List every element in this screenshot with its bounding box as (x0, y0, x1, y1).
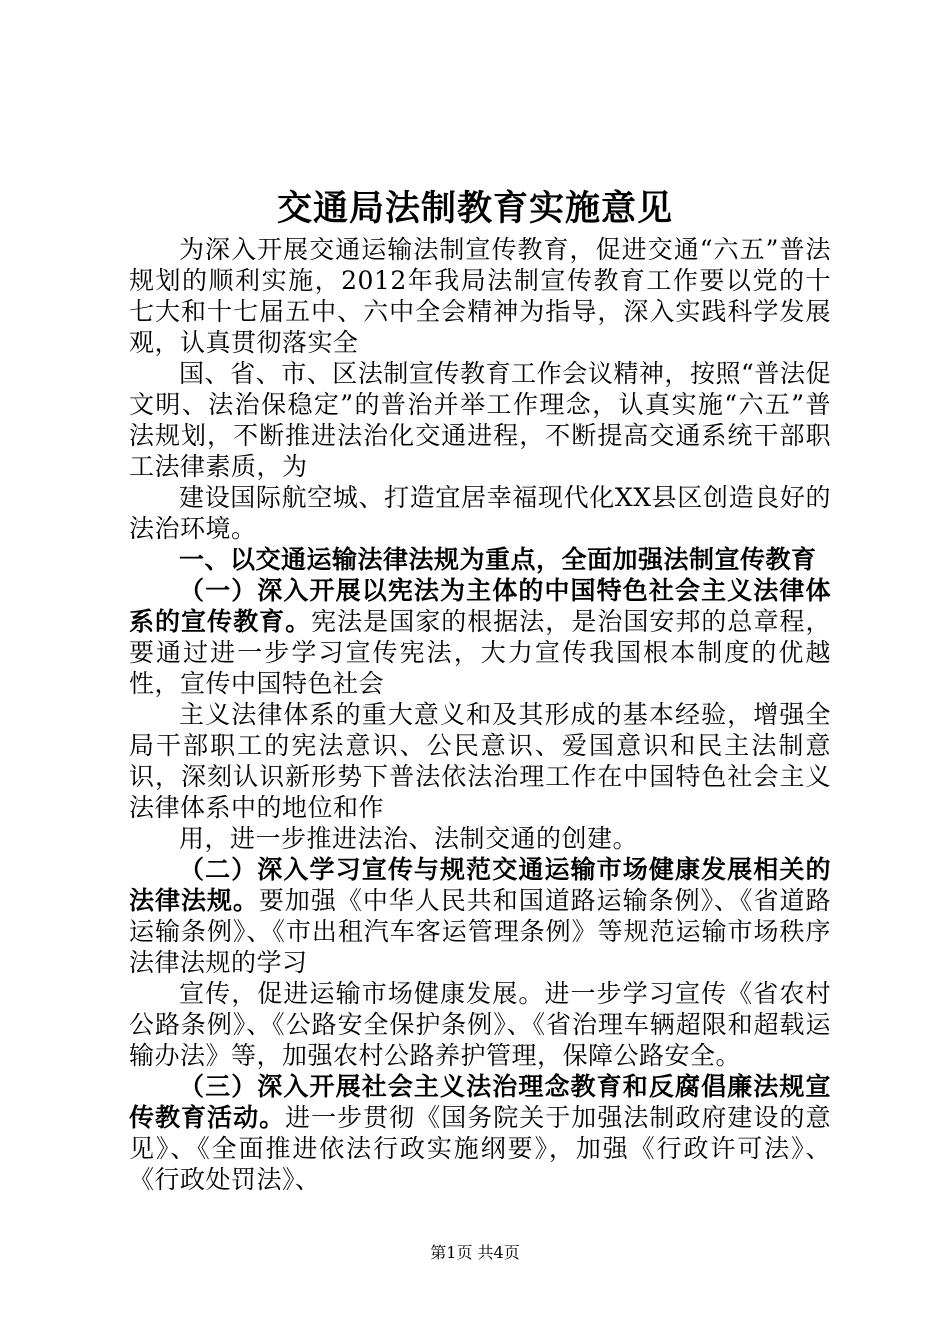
section-heading-1: 一、以交通运输法律法规为重点，全面加强法制宣传教育 (179, 545, 817, 574)
paragraph-text: 用，进一步推进法治、法制交通的创建。 (179, 824, 639, 853)
paragraph-lead: （一）深入开展以宪法为主体的中国特色社会主义法律体系的宣传教育。 (129, 576, 831, 636)
paragraph-intro-2 (129, 358, 831, 482)
paragraph-text: 国、省、市、区法制宣传教育工作会议精神，按照“普法促文明、法治保稳定”的普治并举工作理念，认真实施“六五”普法规划，不断推进法治化交通进程，不断提高交通系统干部职工法律素质，为 (129, 359, 831, 481)
paragraph-item-3 (129, 1071, 831, 1195)
page-footer: 第1页 共4页 (430, 1243, 520, 1262)
paragraph-item-1-cont (129, 699, 831, 823)
paragraph-item-1 (129, 575, 831, 699)
paragraph-item-2-cont (129, 978, 831, 1071)
paragraph-lead: （二）深入学习宣传与规范交通运输市场健康发展相关的法律法规。 (129, 855, 831, 915)
paragraph-text: 宪法是国家的根据法，是治国安邦的总章程，要通过进一步学习宣传宪法，大力宣传我国根本制度的优越性，宣传中国特色社会 (129, 607, 831, 698)
paragraph-text: 为深入开展交通运输法制宣传教育，促进交通“六五”普法规划的顺利实施，2012年我局法制宣传教育工作要以党的十七大和十七届五中、六中全会精神为指导，深入实践科学发展观，认真贯彻落实全 (129, 235, 831, 357)
paragraph-text: 进一步贯彻《国务院关于加强法制政府建设的意见》、《全面推进依法行政实施纲要》，加强《行政许可法》、《行政处罚法》、 (129, 1103, 831, 1194)
paragraph-text: 宣传，促进运输市场健康发展。进一步学习宣传《省农村公路条例》、《公路安全保护条例》、《省治理车辆超限和超载运输办法》等，加强农村公路养护管理，保障公路安全。 (129, 979, 831, 1070)
paragraph-text: 主义法律体系的重大意义和及其形成的基本经验，增强全局干部职工的宪法意识、公民意识、爱国意识和民主法制意识，深刻认识新形势下普法依法治理工作在中国特色社会主义法律体系中的地位和作 (129, 700, 831, 822)
paragraph-lead: （三）深入开展社会主义法治理念教育和反腐倡廉法规宣传教育活动。 (129, 1072, 831, 1132)
paragraph-text: 建设国际航空城、打造宜居幸福现代化XX县区创造良好的法治环境。 (129, 483, 831, 543)
paragraph-item-2 (129, 854, 831, 978)
paragraph-intro-1 (129, 234, 831, 358)
paragraph-item-1-end (129, 823, 831, 854)
document-body (129, 234, 831, 1195)
paragraph-text: 要加强《中华人民共和国道路运输条例》、《省道路运输条例》、《市出租汽车客运管理条例》等规范运输市场秩序法律法规的学习 (129, 886, 831, 977)
document-title: 交通局法制教育实施意见 (276, 188, 673, 229)
paragraph-intro-3 (129, 482, 831, 544)
